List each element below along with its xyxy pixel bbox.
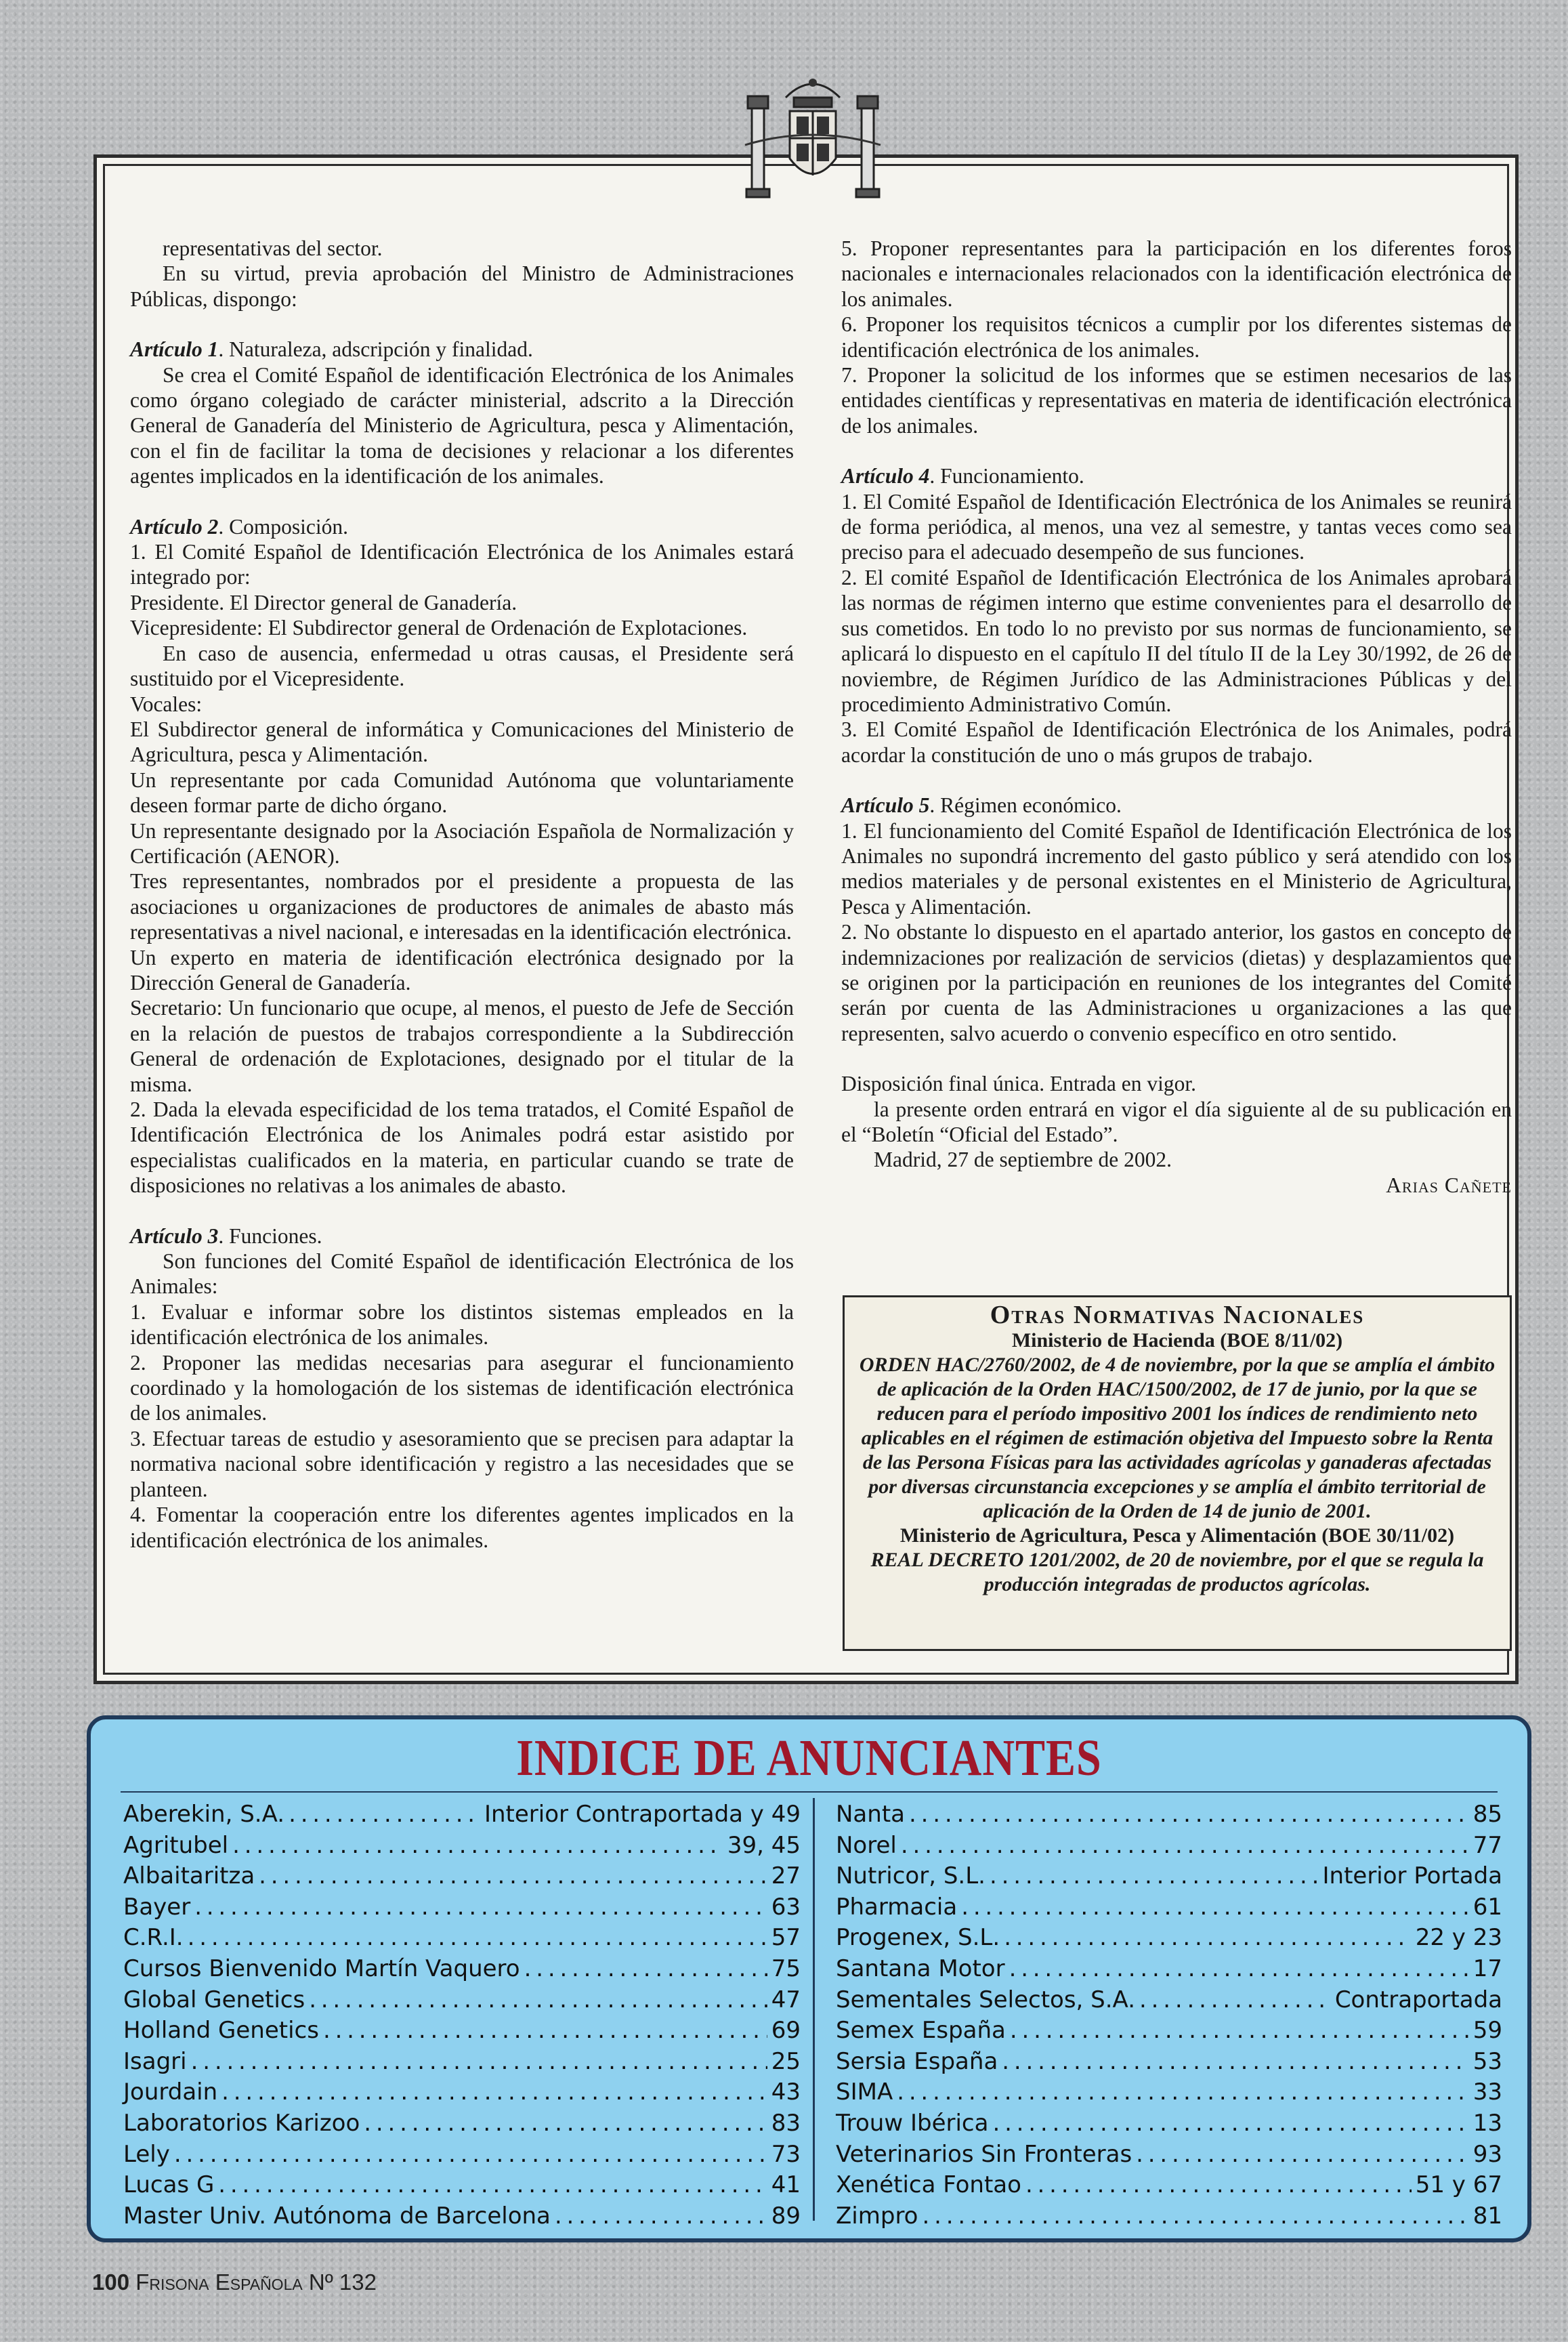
decree-paragraph (130, 641, 794, 692)
dot-leader (1136, 2141, 1469, 2168)
advertiser-page: 83 (771, 2109, 801, 2137)
dot-leader (1025, 2171, 1412, 2198)
divider (121, 1791, 1498, 1793)
paragraph-text: Se crea el Comité Español de identificación Electrónica de los Animales como órgano colegiado de carácter ministerial, adscrito a la Dirección General de Ganadería del Ministerio de Agricultura, pesca y Alimentación, con el fin de facilitar la toma de decisiones y relacionar a los diferentes agentes implicados en la identificación de los animales. (130, 362, 794, 488)
advertiser-row (123, 2141, 801, 2172)
dot-leader (188, 1924, 767, 1951)
advertiser-page: 69 (771, 2017, 801, 2045)
advertiser-name: Norel (836, 1831, 897, 1859)
advertiser-page: 63 (771, 1893, 801, 1921)
paragraph-text: El Subdirector general de informática y Comunicaciones del Ministerio de Agricultura, pesca y Alimentación. (130, 717, 794, 767)
advertiser-name: Nanta (836, 1801, 905, 1828)
paragraph-text: 2. Proponer las medidas necesarias para asegurar el funcionamiento coordinado y la homologación de los sistemas de identificación electrónica de los animales. (130, 1350, 794, 1425)
dot-leader (992, 2110, 1468, 2137)
advertiser-row (123, 2202, 801, 2234)
advertiser-name: Pharmacia (836, 1893, 958, 1921)
decree-paragraph (841, 362, 1512, 438)
advertiser-name: SIMA (836, 2078, 893, 2106)
dot-leader (174, 2141, 767, 2168)
advertiser-name: Xenética Fontao (836, 2171, 1021, 2199)
advertiser-name: Isagri (123, 2047, 187, 2075)
decree-paragraph (130, 995, 794, 1097)
dot-leader (221, 2078, 767, 2106)
advertiser-page: 33 (1472, 2078, 1502, 2106)
decree-paragraph (841, 312, 1512, 362)
paragraph-text: la presente orden entrará en vigor el día siguiente al de su publicación en el “Boletín “Oficial del Estado”. (841, 1097, 1512, 1146)
decree-paragraph (130, 1097, 794, 1198)
advertiser-name: Semex España (836, 2017, 1006, 2045)
article-title: Artículo 4 (841, 464, 930, 488)
advertiser-row (123, 2171, 801, 2202)
decree-paragraph (130, 1350, 794, 1426)
article-title: Artículo 1 (130, 337, 219, 362)
paragraph-text: Madrid, 27 de septiembre de 2002. (874, 1148, 1172, 1172)
decree-paragraph (130, 692, 794, 717)
advertiser-row (836, 2202, 1502, 2234)
dot-leader (901, 1832, 1469, 1859)
advertiser-list-right (836, 1801, 1502, 2233)
advertiser-page: Interior Contraportada y 49 (484, 1801, 801, 1828)
paragraph-text: . Funciones. (218, 1224, 322, 1248)
advertiser-name: Santana Motor (836, 1954, 1005, 1982)
decree-paragraph (130, 717, 794, 768)
dot-leader (194, 1894, 767, 1921)
advertiser-name: Trouw Ibérica (836, 2109, 989, 2137)
advertiser-page: 53 (1472, 2047, 1502, 2075)
paragraph-text: Disposición final única. Entrada en vigor. (841, 1072, 1196, 1096)
advertiser-page: 93 (1472, 2140, 1502, 2168)
advertiser-page: 25 (771, 2047, 801, 2075)
column-divider (813, 1798, 815, 2221)
advertiser-row (836, 1832, 1502, 1863)
paragraph-text: . Funcionamiento. (929, 464, 1084, 488)
advertiser-page: 85 (1472, 1801, 1502, 1828)
advertiser-row (123, 1801, 801, 1832)
paragraph-text: 7. Proponer la solicitud de los informes que se estimen necesarios de las entidades científicas y representativas en materia de identificación electrónica de los animales. (841, 363, 1512, 438)
advertiser-page: 73 (771, 2140, 801, 2168)
paragraph-text: 6. Proponer los requisitos técnicos a cumplir por los diferentes sistemas de identificación electrónica de los animales. (841, 312, 1512, 362)
advertiser-row (836, 1924, 1502, 1955)
advertiser-name: Cursos Bienvenido Martín Vaquero (123, 1954, 520, 1982)
dot-leader (1002, 2048, 1468, 2075)
advertiser-name: Jourdain (123, 2078, 218, 2106)
advertiser-page: 61 (1472, 1893, 1502, 1921)
advertiser-page: 47 (771, 1986, 801, 2013)
paragraph-text: 1. El Comité Español de Identificación Electrónica de los Animales estará integrado por: (130, 540, 794, 589)
advertiser-row (123, 1862, 801, 1894)
dot-leader (555, 2202, 767, 2230)
advertiser-row (123, 2110, 801, 2141)
decree-paragraph (841, 1097, 1512, 1148)
advertiser-name: Nutricor, S.L. (836, 1862, 986, 1890)
advertiser-name: Lely (123, 2140, 170, 2168)
advertiser-name: Global Genetics (123, 1986, 305, 2013)
paragraph-text: 2. Dada la elevada especificidad de los tema tratados, el Comité Español de Identificación Electrónica de los Animales podrá estar asistido por especialistas cualificados en la materia, en particular cuando se trate de disposiciones no relativas a los animales de abasto. (130, 1097, 794, 1198)
advertiser-page: 39, 45 (727, 1831, 801, 1859)
paragraph-text: Vicepresidente: El Subdirector general de Ordenación de Explotaciones. (130, 616, 748, 640)
decree-paragraph (130, 362, 794, 489)
advertiser-page: 59 (1472, 2017, 1502, 2045)
dot-leader (191, 2048, 767, 2075)
article-title: Artículo 3 (130, 1224, 219, 1248)
decree-paragraph (130, 945, 794, 996)
advertiser-row (836, 2110, 1502, 2141)
decree-paragraph (130, 869, 794, 944)
decree-paragraph (841, 919, 1512, 1046)
advertiser-page: 81 (1472, 2202, 1502, 2230)
advertiser-page: 51 y 67 (1415, 2171, 1502, 2199)
advertiser-name: Holland Genetics (123, 2017, 319, 2045)
dot-leader (961, 1894, 1469, 1921)
agricultura-heading: Ministerio de Agricultura, Pesca y Alimentación (BOE 30/11/02) (899, 1524, 1455, 1547)
decree-paragraph (841, 717, 1512, 768)
paragraph-text: 2. No obstante lo dispuesto en el apartado anterior, los gastos en concepto de indemnizaciones por realización de servicios (dietas) y desplazamientos que se originen por la participación en reuniones de los integrantes del Comité serán por cuenta de las Administraciones u organizaciones a las que representen, salvo acuerdo o convenio específico en otro sentido. (841, 920, 1512, 1045)
advertiser-row (836, 2078, 1502, 2110)
paragraph-text: Tres representantes, nombrados por el presidente a propuesta de las asociaciones u organizaciones de productores de animales de abasto más representativas a nivel nacional, e interesadas en la identificación electrónica. (130, 869, 794, 944)
advertiser-row (836, 1862, 1502, 1894)
decree-left-column (130, 236, 794, 1553)
paragraph-text: 3. Efectuar tareas de estudio y asesoramiento que se precisen para adaptar la normativa nacional sobre identificación y registro a las necesidades que se planteen. (130, 1426, 794, 1501)
advertiser-name: Master Univ. Autónoma de Barcelona (123, 2202, 551, 2230)
advertiser-row (123, 1894, 801, 1925)
advertiser-page: 22 y 23 (1415, 1924, 1502, 1952)
paragraph-text: 3. El Comité Español de Identificación Electrónica de los Animales, podrá acordar la constitución de uno o más grupos de trabajo. (841, 717, 1512, 767)
decree-paragraph (841, 1147, 1512, 1172)
advertiser-row (123, 2048, 801, 2079)
dot-leader (364, 2110, 767, 2137)
dot-leader (232, 1832, 723, 1859)
advertiser-row (836, 2017, 1502, 2048)
decree-paragraph (130, 1224, 794, 1249)
decree-right-column (841, 236, 1512, 1198)
advertiser-name: C.R.I. (123, 1924, 184, 1952)
advertiser-row (123, 1986, 801, 2017)
advertiser-page: 57 (771, 1924, 801, 1952)
paragraph-text: representativas del sector. (163, 236, 383, 260)
decree-paragraph (130, 261, 794, 312)
paragraph-text: En su virtud, previa aprobación del Ministro de Administraciones Públicas, dispongo: (130, 262, 794, 311)
decree-paragraph (841, 236, 1512, 312)
advertiser-row (836, 2141, 1502, 2172)
page-number: 100 (92, 2270, 130, 2295)
dot-leader (909, 1801, 1469, 1828)
page-footer (92, 2270, 377, 2295)
advertiser-name: Aberekin, S.A. (123, 1801, 285, 1828)
decree-paragraph (130, 539, 794, 590)
dot-leader (259, 1862, 767, 1889)
advertiser-row (123, 2017, 801, 2048)
paragraph-text: 2. El comité Español de Identificación Electrónica de los Animales aprobará las normas de régimen interno que estime convenientes para el desarrollo de sus cometidos. En todo lo no previsto por sus normas de funcionamiento, se aplicará lo dispuesto en el capítulo II del título II de la Ley 30/1992, de 26 de noviembre, de Régimen Jurídico de las Administraciones Públicas y del procedimiento Administrativo Común. (841, 565, 1512, 716)
advertiser-page: Interior Portada (1322, 1862, 1502, 1890)
paragraph-text: . Composición. (218, 514, 349, 539)
advertiser-page: 13 (1472, 2109, 1502, 2137)
advertiser-row (836, 2171, 1502, 2202)
decree-paragraph (130, 1299, 794, 1350)
paragraph-text: Vocales: (130, 692, 203, 716)
advertiser-row (836, 1801, 1502, 1832)
paragraph-text: 4. Fomentar la cooperación entre los diferentes agentes implicados en la identificación electrónica de los animales. (130, 1503, 794, 1552)
article-title: Artículo 5 (841, 793, 930, 818)
paragraph-text: 1. El Comité Español de Identificación Electrónica de los Animales se reunirá de forma periódica, al menos, una vez al semestre, y tantas veces como sea preciso para el adecuado desempeño de sus funciones. (841, 489, 1512, 564)
decree-paragraph (130, 590, 794, 615)
dot-leader (289, 1801, 480, 1828)
advertiser-name: Agritubel (123, 1831, 229, 1859)
decree-paragraph (841, 489, 1512, 565)
dot-leader (990, 1862, 1319, 1889)
advertiser-page: Contraportada (1334, 1986, 1502, 2013)
article-title: Artículo 2 (130, 514, 219, 539)
advertiser-row (123, 1955, 801, 1986)
dot-leader (897, 2078, 1469, 2106)
advertiser-page: 75 (771, 1954, 801, 1982)
advertiser-name: Sementales Selectos, S.A. (836, 1986, 1136, 2013)
paragraph-text: Presidente. El Director general de Ganadería. (130, 590, 517, 614)
advertiser-row (123, 1924, 801, 1955)
decree-paragraph (130, 615, 794, 640)
advertiser-row (836, 2048, 1502, 2079)
hacienda-text: ORDEN HAC/2760/2002, de 4 de noviembre, por la que se amplía el ámbito de aplicación de la Orden HAC/1500/2002, de 17 de junio, por la que se reducen para el período impositivo 2001 los índices de rendimiento neto aplicables en el régimen de estimación objetiva del Impuesto sobre la Renta de las Persona Físicas para las actividades agrícolas y ganaderas afectadas por diversas circunstancia excepciones y se amplía el ámbito territorial de aplicación de la Orden de 14 de junio de 2001. (859, 1354, 1496, 1522)
dot-leader (218, 2171, 767, 2198)
paragraph-text: Son funciones del Comité Español de identificación Electrónica de los Animales: (130, 1249, 794, 1299)
decree-paragraph (841, 1173, 1512, 1198)
decree-paragraph (130, 236, 794, 261)
decree-paragraph (130, 514, 794, 539)
advertiser-name: Bayer (123, 1893, 191, 1921)
publication-name: Frisona Española Nº 132 (135, 2270, 377, 2295)
paragraph-text: Un representante designado por la Asociación Española de Normalización y Certificación (AENOR). (130, 818, 794, 868)
advertiser-name: Albaitaritza (123, 1862, 255, 1890)
advertiser-name: Progenex, S.L. (836, 1924, 1000, 1952)
decree-paragraph (130, 1426, 794, 1502)
decree-paragraph (841, 463, 1512, 488)
dot-leader (309, 1986, 767, 2013)
paragraph-text: 5. Proponer representantes para la participación en los diferentes foros nacionales e internacionales relacionados con la identificación electrónica de los animales. (841, 236, 1512, 311)
paragraph-text: . Naturaleza, adscripción y finalidad. (218, 337, 533, 362)
decree-paragraph (841, 1071, 1512, 1096)
dot-leader (1009, 1955, 1469, 1982)
decree-paragraph (130, 337, 794, 362)
decree-paragraph (130, 818, 794, 869)
dot-leader (1004, 1924, 1412, 1951)
advertiser-index-title: INDICE DE ANUNCIANTES (516, 1730, 1102, 1787)
dot-leader (1139, 1986, 1331, 2013)
advertiser-page: 41 (771, 2171, 801, 2199)
otras-heading: Otras Normativas Nacionales (990, 1301, 1365, 1329)
advertiser-row (123, 2078, 801, 2110)
advertiser-name: Zimpro (836, 2202, 918, 2230)
advertiser-row (836, 1986, 1502, 2017)
decree-paragraph (130, 768, 794, 818)
advertiser-row (836, 1955, 1502, 1986)
spanish-coat-of-arms-icon (738, 43, 887, 213)
paragraph-text: . Régimen económico. (929, 793, 1122, 818)
dot-leader (922, 2202, 1468, 2230)
other-national-regulations-box (843, 1295, 1512, 1651)
advertiser-page: 43 (771, 2078, 801, 2106)
dot-leader (1010, 2017, 1469, 2044)
decree-paragraph (841, 793, 1512, 818)
advertiser-name: Sersia España (836, 2047, 998, 2075)
decree-paragraph (130, 1502, 794, 1553)
decree-paragraph (130, 1249, 794, 1299)
decree-paragraph (841, 565, 1512, 717)
dot-leader (524, 1955, 767, 1982)
advertiser-name: Veterinarios Sin Fronteras (836, 2140, 1132, 2168)
paragraph-text: Un experto en materia de identificación electrónica designado por la Dirección General de Ganadería. (130, 945, 794, 995)
advertiser-page: 27 (771, 1862, 801, 1890)
paragraph-text: 1. El funcionamiento del Comité Español de Identificación Electrónica de los Animales no supondrá incremento del gasto público y será atendido con los medios materiales y de personal existentes en el Ministerio de Agricultura, Pesca y Alimentación. (841, 818, 1512, 919)
advertiser-page: 17 (1472, 1954, 1502, 1982)
paragraph-text: Un representante por cada Comunidad Autónoma que voluntariamente deseen formar parte de dicho órgano. (130, 768, 794, 818)
advertiser-page: 89 (771, 2202, 801, 2230)
paragraph-text: Secretario: Un funcionario que ocupe, al menos, el puesto de Jefe de Sección en la relación de puestos de trabajos correspondiente a la Subdirección General de ordenación de Explotaciones, designado por el titular de la misma. (130, 996, 794, 1096)
advertiser-index (87, 1715, 1531, 2242)
advertiser-name: Lucas G (123, 2171, 215, 2199)
advertiser-row (123, 1832, 801, 1863)
paragraph-text: 1. Evaluar e informar sobre los distintos sistemas empleados en la identificación electrónica de los animales. (130, 1299, 794, 1350)
advertiser-row (836, 1894, 1502, 1925)
hacienda-heading: Ministerio de Hacienda (BOE 8/11/02) (1011, 1329, 1343, 1352)
advertiser-list-left (123, 1801, 801, 2233)
paragraph-text: Arias Cañete (1386, 1173, 1512, 1197)
advertiser-name: Laboratorios Karizoo (123, 2109, 360, 2137)
agricultura-text: REAL DECRETO 1201/2002, de 20 de noviembre, por el que se regula la producción integradas de productos agrícolas. (870, 1549, 1484, 1595)
advertiser-page: 77 (1472, 1831, 1502, 1859)
decree-paragraph (841, 818, 1512, 920)
dot-leader (323, 2017, 767, 2044)
paragraph-text: En caso de ausencia, enfermedad u otras causas, el Presidente será sustituido por el Vicepresidente. (130, 641, 794, 691)
